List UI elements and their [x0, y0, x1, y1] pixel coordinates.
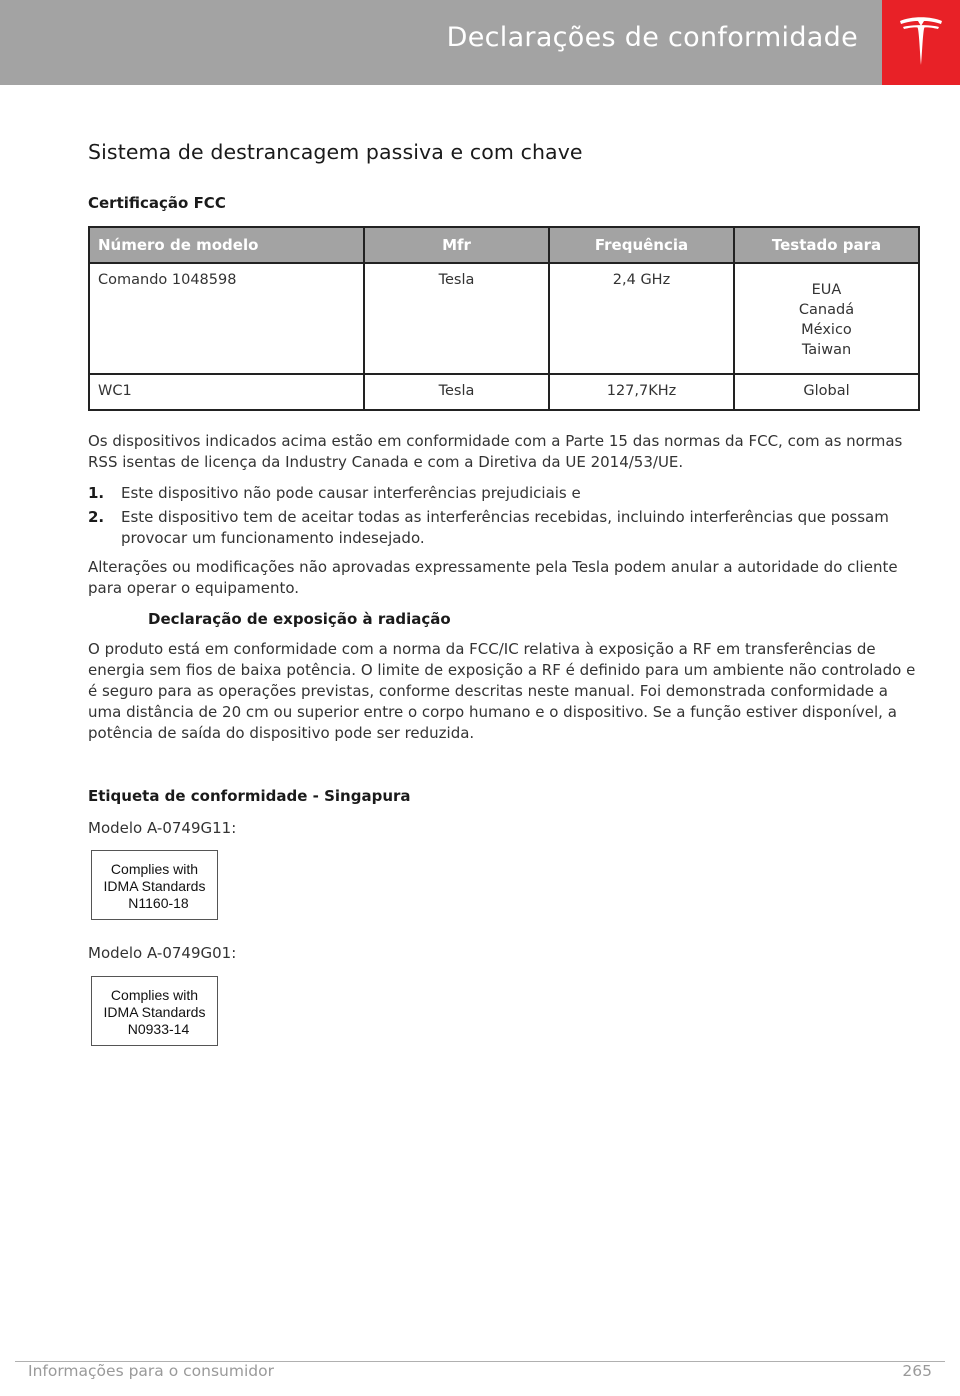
country-label: EUA	[811, 282, 842, 298]
brand-logo	[882, 0, 960, 85]
singapore-heading: Etiqueta de conformidade - Singapura	[88, 787, 411, 805]
table-cell-model: WC1	[89, 374, 364, 410]
column-header: Número de modelo	[89, 227, 364, 263]
page-title: Declarações de conformidade	[446, 22, 858, 53]
badge-line: Complies with	[110, 987, 199, 1003]
column-header: Testado para	[734, 227, 919, 263]
idma-compliance-badge	[91, 850, 218, 920]
table-cell-tested-for: Global	[734, 374, 919, 410]
compliance-paragraph: Os dispositivos indicados acima estão em conformidade com a Parte 15 das normas da FCC, com as normas RSS isentas de licença da Industry Canada e com a Diretiva da UE 2014/53/UE.	[88, 432, 903, 471]
country-label: Taiwan	[801, 342, 852, 358]
modifications-paragraph: Alterações ou modificações não aprovadas expressamente pela Tesla podem anular a autoridade do cliente para operar o equipamento.	[88, 558, 898, 597]
radiation-paragraph: O produto está em conformidade com a norma da FCC/IC relativa à exposição a RF em transferências de energia sem fios de baixa potência. O limite de exposição a RF é definido para um ambiente não controlado e é seguro para as operações previstas, conforme descritas neste manual. Foi demonstrada conformidade a uma distância de 20 cm ou superior entre o corpo humano e o dispositivo. Se a função estiver disponível, a potência de saída do dispositivo pode ser reduzida.	[88, 640, 916, 742]
badge-line: Complies with	[110, 861, 199, 877]
column-header: Frequência	[549, 227, 734, 263]
list-number: 2.	[88, 508, 105, 526]
table-cell-frequency: 127,7KHz	[549, 374, 734, 410]
table-row	[89, 374, 919, 410]
footer-section-name: Informações para o consumidor	[28, 1362, 274, 1380]
table-cell-mfr: Tesla	[364, 263, 549, 374]
badge-line: IDMA Standards	[103, 878, 206, 894]
conditions-list	[88, 483, 918, 552]
country-label: México	[801, 322, 852, 338]
table-row	[89, 263, 919, 374]
section-title: Sistema de destrancagem passiva e com chave	[88, 140, 583, 164]
list-item-text: Este dispositivo tem de aceitar todas as interferências recebidas, incluindo interferências que possam provocar um funcionamento indesejado.	[121, 508, 889, 547]
list-item	[88, 507, 918, 549]
table-header-row	[89, 227, 919, 263]
radiation-heading: Declaração de exposição à radiação	[148, 610, 451, 628]
page-number: 265	[902, 1362, 932, 1380]
idma-compliance-badge	[91, 976, 218, 1046]
table-cell-mfr: Tesla	[364, 374, 549, 410]
column-header: Mfr	[364, 227, 549, 263]
list-number: 1.	[88, 484, 105, 502]
badge-line: N1160-18	[128, 895, 189, 911]
table-cell-frequency: 2,4 GHz	[549, 263, 734, 374]
badge-line: IDMA Standards	[103, 1004, 206, 1020]
fcc-heading: Certificação FCC	[88, 194, 226, 212]
table-cell-model: Comando 1048598	[89, 263, 364, 374]
list-item	[88, 483, 918, 504]
badge-line: N0933-14	[127, 1021, 190, 1037]
model-label: Modelo A-0749G01:	[88, 944, 237, 962]
country-label: Canadá	[798, 302, 855, 318]
tesla-logo-icon	[899, 15, 943, 67]
main-content	[88, 140, 918, 1037]
header-bar	[0, 0, 882, 85]
list-item-text: Este dispositivo não pode causar interferências prejudiciais e	[121, 484, 581, 502]
table-cell-tested-for	[734, 263, 919, 374]
model-label: Modelo A-0749G11:	[88, 819, 237, 837]
fcc-table	[88, 226, 920, 411]
